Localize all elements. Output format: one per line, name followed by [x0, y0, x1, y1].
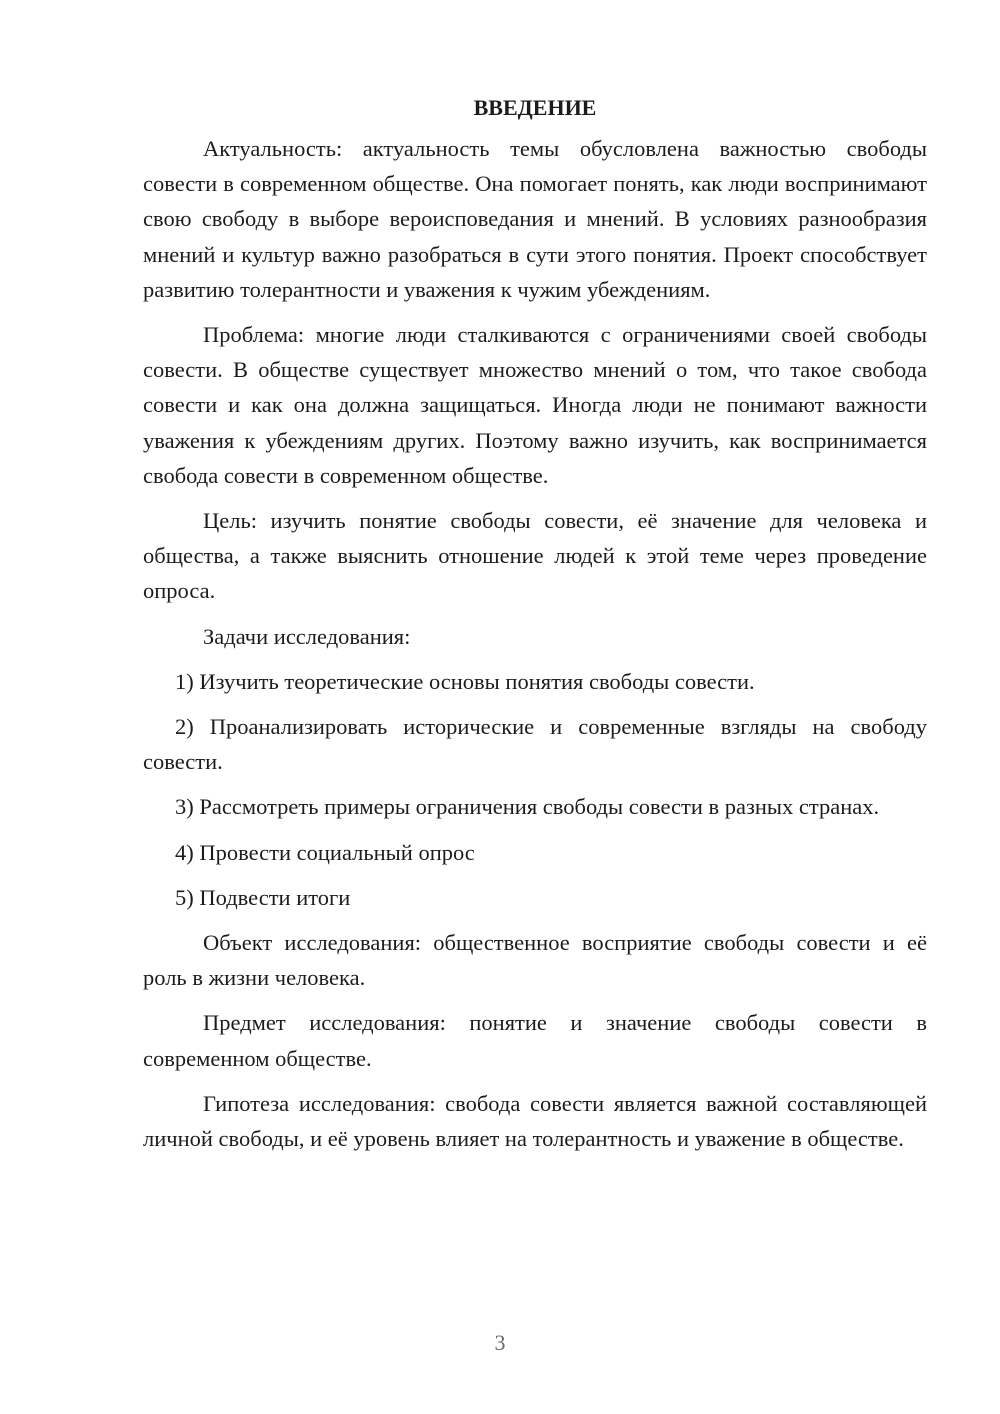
goal-paragraph: Цель: изучить понятие свободы совести, её значение для человека и общества, а также выяснить отношение людей к этой теме через проведение опроса. [143, 508, 927, 604]
task-item: 4) Провести социальный опрос [175, 839, 475, 865]
task-item: 1) Изучить теоретические основы понятия свободы совести. [175, 668, 755, 694]
task-item: 2) Проанализировать исторические и современные взгляды на свободу совести. [143, 714, 927, 775]
task-item: 3) Рассмотреть примеры ограничения свободы совести в разных странах. [175, 794, 880, 820]
page-number: 3 [494, 1330, 506, 1355]
document-page [143, 90, 927, 1166]
task-item: 5) Подвести итоги [175, 884, 351, 910]
subject-paragraph: Предмет исследования: понятие и значение свободы совести в современном обществе. [143, 1010, 927, 1071]
section-title: ВВЕДЕНИЕ [473, 95, 597, 120]
hypothesis-paragraph: Гипотеза исследования: свобода совести является важной составляющей личной свободы, и её уровень влияет на толерантность и уважение в обществе. [143, 1090, 927, 1152]
problem-paragraph: Проблема: многие люди сталкиваются с ограничениями своей свободы совести. В обществе существует множество мнений о том, что такое свобода совести и как она должна защищаться. Иногда люди не понимают важности уважения к убеждениям других. Поэтому важно изучить, как воспринимается свобода совести в современном обществе. [143, 322, 927, 488]
object-paragraph: Объект исследования: общественное восприятие свободы совести и её роль в жизни человека. [143, 930, 927, 991]
tasks-heading: Задачи исследования: [203, 623, 411, 649]
relevance-paragraph: Актуальность: актуальность темы обусловлена важностью свободы совести в современном обществе. Она помогает понять, как люди воспринимают свою свободу в выборе вероисповедания и мнений. В условиях разнообразия мнений и культур важно разобраться в сути этого понятия. Проект способствует развитию толерантности и уважения к чужим убеждениям. [143, 136, 927, 302]
